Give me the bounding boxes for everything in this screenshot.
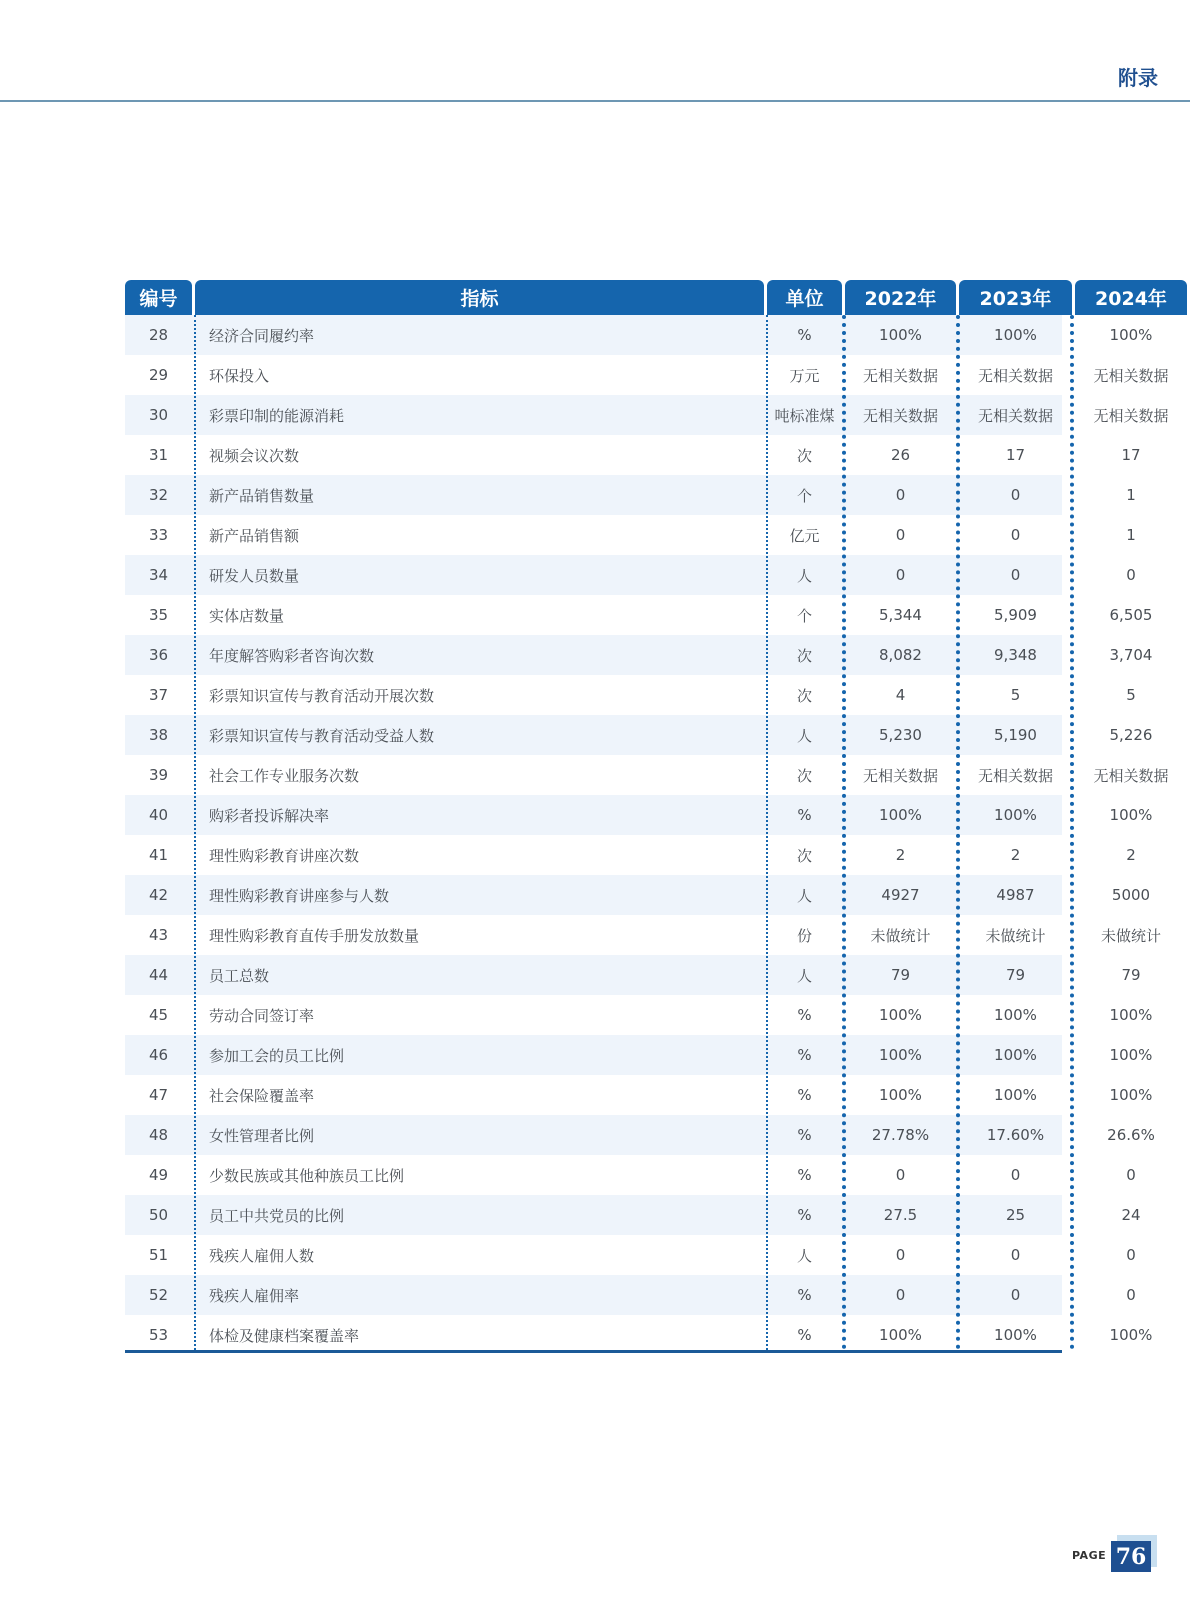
- cell-unit: 人: [796, 886, 812, 905]
- column-divider: [956, 315, 960, 1350]
- cell-indicator: 购彩者投诉解决率: [209, 806, 330, 825]
- cell-2023: 无相关数据: [977, 406, 1053, 425]
- cell-indicator: 新产品销售额: [209, 526, 300, 545]
- cell-2023: 5,909: [994, 606, 1037, 624]
- cell-2024: 6,505: [1109, 606, 1153, 624]
- cell-2024: 24: [1121, 1206, 1141, 1224]
- cell-unit: %: [797, 1326, 812, 1344]
- cell-indicator: 少数民族或其他种族员工比例: [209, 1166, 405, 1185]
- table-row: [125, 315, 1153, 355]
- cell-id: 34: [148, 566, 169, 584]
- cell-2022: 0: [895, 1286, 906, 1304]
- cell-2024: 5: [1126, 686, 1136, 704]
- column-divider: [766, 315, 768, 1350]
- cell-indicator: 员工总数: [209, 966, 270, 985]
- cell-indicator: 彩票知识宣传与教育活动开展次数: [209, 686, 435, 705]
- table-header: [125, 280, 1167, 315]
- cell-id: 50: [148, 1206, 169, 1224]
- cell-2022: 8,082: [879, 646, 922, 664]
- cell-2024: 无相关数据: [1093, 406, 1169, 425]
- cell-2023: 25: [1005, 1206, 1026, 1224]
- cell-2024: 17: [1121, 446, 1141, 464]
- cell-2022: 100%: [879, 1046, 922, 1064]
- cell-indicator: 体检及健康档案覆盖率: [209, 1326, 360, 1345]
- cell-2024: 5000: [1111, 886, 1151, 904]
- column-header-2024: 2024年: [1075, 280, 1187, 315]
- cell-id: 51: [148, 1246, 169, 1264]
- cell-2024: 0: [1126, 1166, 1136, 1184]
- cell-2023: 100%: [994, 1006, 1037, 1024]
- table-row: [125, 755, 1169, 795]
- cell-indicator: 理性购彩教育讲座参与人数: [209, 886, 390, 905]
- table-row: [125, 715, 1153, 755]
- cell-id: 38: [148, 726, 169, 744]
- table-row: [125, 355, 1169, 395]
- cell-2023: 9,348: [994, 646, 1037, 664]
- header-divider: [0, 100, 1190, 102]
- section-title: 附录: [1118, 66, 1158, 90]
- cell-2022: 100%: [879, 1086, 922, 1104]
- cell-2023: 0: [1010, 526, 1021, 544]
- table-row: [125, 555, 1136, 595]
- cell-2023: 2: [1010, 846, 1021, 864]
- table-body: [125, 315, 1169, 1355]
- cell-indicator: 新产品销售数量: [209, 486, 315, 505]
- cell-2024: 1: [1126, 486, 1136, 504]
- cell-2022: 26: [890, 446, 911, 464]
- table-row: [125, 435, 1141, 475]
- cell-2024: 1: [1126, 526, 1136, 544]
- cell-id: 35: [148, 606, 169, 624]
- cell-unit: %: [797, 1286, 812, 1304]
- cell-id: 33: [148, 526, 169, 544]
- cell-unit: 人: [796, 1246, 812, 1265]
- cell-indicator: 劳动合同签订率: [209, 1006, 315, 1025]
- table-row: [125, 875, 1151, 915]
- cell-2023: 17: [1005, 446, 1026, 464]
- cell-id: 29: [148, 366, 169, 384]
- cell-indicator: 彩票知识宣传与教育活动受益人数: [209, 726, 435, 745]
- cell-indicator: 年度解答购彩者咨询次数: [209, 646, 375, 665]
- cell-id: 37: [148, 686, 169, 704]
- cell-indicator: 彩票印制的能源消耗: [209, 406, 345, 425]
- cell-unit: 人: [796, 966, 812, 985]
- table-row: [125, 795, 1153, 835]
- cell-2023: 0: [1010, 1166, 1021, 1184]
- cell-2024: 100%: [1109, 1326, 1153, 1344]
- table-row: [125, 475, 1136, 515]
- cell-id: 43: [148, 926, 169, 944]
- cell-2024: 3,704: [1109, 646, 1153, 664]
- cell-2024: 无相关数据: [1093, 766, 1169, 785]
- column-header-indicator: 指标: [195, 280, 764, 315]
- indicator-table: [125, 280, 1169, 1355]
- cell-2023: 0: [1010, 566, 1021, 584]
- cell-2023: 17.60%: [986, 1126, 1045, 1144]
- cell-2023: 0: [1010, 1246, 1021, 1264]
- table-row: [125, 595, 1153, 635]
- column-header-2023: 2023年: [959, 280, 1072, 315]
- cell-id: 32: [148, 486, 169, 504]
- cell-unit: 个: [796, 486, 812, 505]
- cell-2023: 0: [1010, 486, 1021, 504]
- cell-2023: 0: [1010, 1286, 1021, 1304]
- cell-2024: 0: [1126, 1246, 1136, 1264]
- cell-2022: 100%: [879, 1006, 922, 1024]
- cell-2023: 79: [1005, 966, 1026, 984]
- cell-2022: 0: [895, 1246, 906, 1264]
- cell-id: 30: [148, 406, 169, 424]
- column-header-2022: 2022年: [845, 280, 956, 315]
- cell-2024: 5,226: [1109, 726, 1153, 744]
- cell-indicator: 理性购彩教育讲座次数: [209, 846, 360, 865]
- table-row: [125, 395, 1169, 435]
- column-divider: [194, 315, 196, 1350]
- cell-id: 53: [148, 1326, 169, 1344]
- cell-indicator: 社会工作专业服务次数: [209, 766, 360, 785]
- cell-indicator: 员工中共党员的比例: [209, 1206, 345, 1225]
- cell-id: 42: [148, 886, 169, 904]
- cell-2022: 4927: [881, 886, 920, 904]
- cell-2024: 100%: [1109, 1086, 1153, 1104]
- table-row: [125, 1075, 1153, 1115]
- table-row: [125, 1235, 1136, 1275]
- cell-id: 46: [148, 1046, 169, 1064]
- cell-2024: 100%: [1109, 1006, 1153, 1024]
- page-label: PAGE: [1072, 1549, 1107, 1562]
- cell-2022: 0: [895, 1166, 906, 1184]
- cell-2022: 27.5: [883, 1206, 918, 1224]
- cell-2022: 无相关数据: [862, 766, 938, 785]
- cell-2022: 100%: [879, 326, 922, 344]
- cell-unit: 亿元: [789, 526, 820, 545]
- cell-2023: 未做统计: [985, 926, 1046, 945]
- cell-unit: 人: [796, 726, 812, 745]
- cell-id: 28: [148, 326, 169, 344]
- cell-indicator: 经济合同履约率: [209, 326, 315, 345]
- cell-2022: 27.78%: [871, 1126, 930, 1144]
- cell-indicator: 残疾人雇佣人数: [209, 1246, 315, 1265]
- cell-2022: 4: [895, 686, 906, 704]
- cell-indicator: 残疾人雇佣率: [209, 1286, 300, 1305]
- cell-indicator: 社会保险覆盖率: [209, 1086, 315, 1105]
- cell-2024: 无相关数据: [1093, 366, 1169, 385]
- cell-id: 44: [148, 966, 169, 984]
- table-row: [125, 1275, 1136, 1315]
- table-row: [125, 1315, 1153, 1355]
- column-divider: [1070, 315, 1074, 1350]
- cell-2023: 4987: [996, 886, 1035, 904]
- cell-2023: 100%: [994, 1086, 1037, 1104]
- column-divider: [842, 315, 846, 1350]
- cell-id: 47: [148, 1086, 169, 1104]
- table-row: [125, 515, 1136, 555]
- cell-unit: 次: [796, 446, 812, 465]
- cell-indicator: 实体店数量: [209, 606, 285, 625]
- cell-unit: %: [797, 326, 812, 344]
- cell-unit: %: [797, 1006, 812, 1024]
- cell-2023: 100%: [994, 1046, 1037, 1064]
- table-row: [125, 915, 1161, 955]
- cell-2024: 100%: [1109, 326, 1153, 344]
- cell-2022: 0: [895, 566, 906, 584]
- cell-indicator: 参加工会的员工比例: [209, 1046, 345, 1065]
- cell-indicator: 研发人员数量: [209, 566, 300, 585]
- cell-id: 40: [148, 806, 169, 824]
- cell-2022: 5,230: [879, 726, 922, 744]
- cell-unit: 次: [796, 766, 812, 785]
- cell-2022: 0: [895, 486, 906, 504]
- table-row: [125, 955, 1141, 995]
- cell-2024: 79: [1121, 966, 1141, 984]
- cell-2024: 26.6%: [1107, 1126, 1155, 1144]
- cell-unit: 万元: [789, 366, 820, 385]
- cell-id: 39: [148, 766, 169, 784]
- cell-unit: %: [797, 1126, 812, 1144]
- table-row: [125, 995, 1153, 1035]
- cell-indicator: 理性购彩教育直传手册发放数量: [209, 926, 420, 945]
- cell-2022: 100%: [879, 806, 922, 824]
- cell-indicator: 女性管理者比例: [209, 1126, 315, 1145]
- cell-2023: 5,190: [994, 726, 1037, 744]
- table-row: [125, 635, 1153, 675]
- page-number: 76: [1111, 1541, 1151, 1572]
- cell-2022: 79: [890, 966, 911, 984]
- cell-2024: 未做统计: [1100, 926, 1161, 945]
- cell-unit: 次: [796, 646, 812, 665]
- cell-2023: 100%: [994, 1326, 1037, 1344]
- table-row: [125, 1115, 1155, 1155]
- cell-indicator: 视频会议次数: [209, 446, 300, 465]
- cell-id: 48: [148, 1126, 169, 1144]
- cell-2023: 100%: [994, 806, 1037, 824]
- table-row: [125, 1195, 1141, 1235]
- cell-2024: 100%: [1109, 806, 1153, 824]
- cell-2024: 0: [1126, 1286, 1136, 1304]
- cell-2022: 5,344: [879, 606, 922, 624]
- cell-2023: 无相关数据: [977, 766, 1053, 785]
- cell-unit: 份: [796, 926, 812, 945]
- cell-unit: %: [797, 1086, 812, 1104]
- column-header-unit: 单位: [767, 280, 842, 315]
- cell-2024: 2: [1126, 846, 1136, 864]
- cell-id: 49: [148, 1166, 169, 1184]
- table-row: [125, 1035, 1153, 1075]
- table-row: [125, 835, 1136, 875]
- cell-id: 45: [148, 1006, 169, 1024]
- table-bottom-rule: [125, 1350, 1062, 1353]
- cell-indicator: 环保投入: [209, 366, 270, 385]
- cell-unit: %: [797, 1166, 812, 1184]
- cell-2023: 100%: [994, 326, 1037, 344]
- cell-2024: 0: [1126, 566, 1136, 584]
- cell-unit: %: [797, 1206, 812, 1224]
- cell-2023: 无相关数据: [977, 366, 1053, 385]
- cell-id: 41: [148, 846, 169, 864]
- cell-2022: 无相关数据: [862, 366, 938, 385]
- cell-2024: 100%: [1109, 1046, 1153, 1064]
- cell-unit: 次: [796, 686, 812, 705]
- cell-2022: 未做统计: [870, 926, 931, 945]
- column-header-id: 编号: [125, 280, 192, 315]
- cell-unit: %: [797, 806, 812, 824]
- cell-id: 31: [148, 446, 169, 464]
- cell-unit: %: [797, 1046, 812, 1064]
- cell-unit: 吨标准煤: [774, 406, 835, 425]
- cell-id: 52: [148, 1286, 169, 1304]
- cell-2022: 100%: [879, 1326, 922, 1344]
- cell-2023: 5: [1010, 686, 1021, 704]
- cell-unit: 人: [796, 566, 812, 585]
- cell-2022: 0: [895, 526, 906, 544]
- cell-2022: 2: [895, 846, 906, 864]
- table-row: [125, 1155, 1136, 1195]
- table-row: [125, 675, 1136, 715]
- cell-2022: 无相关数据: [862, 406, 938, 425]
- cell-unit: 次: [796, 846, 812, 865]
- cell-id: 36: [148, 646, 169, 664]
- cell-unit: 个: [796, 606, 812, 625]
